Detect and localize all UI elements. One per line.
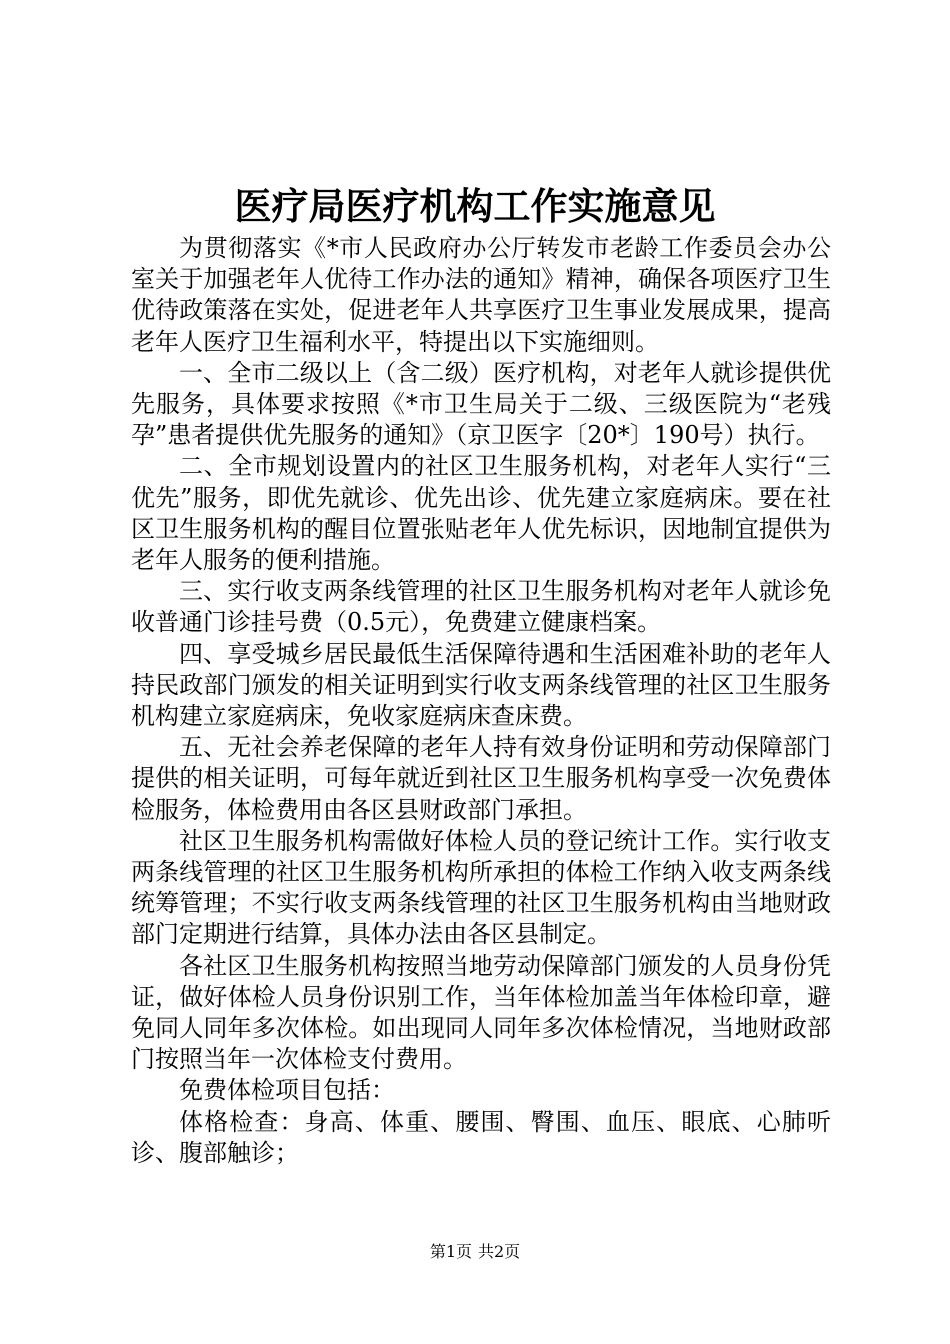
paragraph-exam-items-heading: 免费体检项目包括：: [179, 1076, 395, 1105]
paragraph-identity-check: 各社区卫生服务机构按照当地劳动保障部门颁发的人员身份凭证，做好体检人员身份识别工作，当年体检加盖当年体检印章，避免同人同年多次体检。如出现同人同年多次体检情况，当地财政部门按照当年一次体检支付费用。: [131, 951, 831, 1074]
paragraph-item-3: 三、实行收支两条线管理的社区卫生服务机构对老年人就诊免收普通门诊挂号费（0.5元），免费建立健康档案。: [131, 577, 831, 637]
paragraph-intro: 为贯彻落实《*市人民政府办公厅转发市老龄工作委员会办公室关于加强老年人优待工作办法的通知》精神，确保各项医疗卫生优待政策落在实处，促进老年人共享医疗卫生事业发展成果，提高老年人医疗卫生福利水平，特提出以下实施细则。: [131, 234, 831, 356]
document-body: [131, 233, 831, 1169]
paragraph-physical-exam: 体格检查：身高、体重、腰围、臀围、血压、眼底、心肺听诊、腹部触诊；: [131, 1107, 831, 1167]
paragraph-registration: 社区卫生服务机构需做好体检人员的登记统计工作。实行收支两条线管理的社区卫生服务机构所承担的体检工作纳入收支两条线统筹管理；不实行收支两条线管理的社区卫生服务机构由当地财政部门定期进行结算，具体办法由各区县制定。: [131, 826, 831, 949]
page-footer: [0, 1241, 950, 1263]
page-number: 第1页: [429, 1242, 472, 1261]
paragraph-item-1: 一、全市二级以上（含二级）医疗机构，对老年人就诊提供优先服务，具体要求按照《*市卫生局关于二级、三级医院为“老残孕”患者提供优先服务的通知》（京卫医字〔20*〕190号）执行。: [131, 358, 831, 450]
document-title: 医疗局医疗机构工作实施意见: [234, 184, 716, 228]
paragraph-item-2: 二、全市规划设置内的社区卫生服务机构，对老年人实行“三优先”服务，即优先就诊、优先出诊、优先建立家庭病床。要在社区卫生服务机构的醒目位置张贴老年人优先标识，因地制宜提供为老年人服务的便利措施。: [131, 452, 831, 575]
paragraph-item-4: 四、享受城乡居民最低生活保障待遇和生活困难补助的老年人持民政部门颁发的相关证明到实行收支两条线管理的社区卫生服务机构建立家庭病床，免收家庭病床查床费。: [131, 639, 831, 731]
page-total: 共2页: [478, 1242, 521, 1261]
paragraph-item-5: 五、无社会养老保障的老年人持有效身份证明和劳动保障部门提供的相关证明，可每年就近到社区卫生服务机构享受一次免费体检服务，体检费用由各区县财政部门承担。: [131, 733, 831, 824]
